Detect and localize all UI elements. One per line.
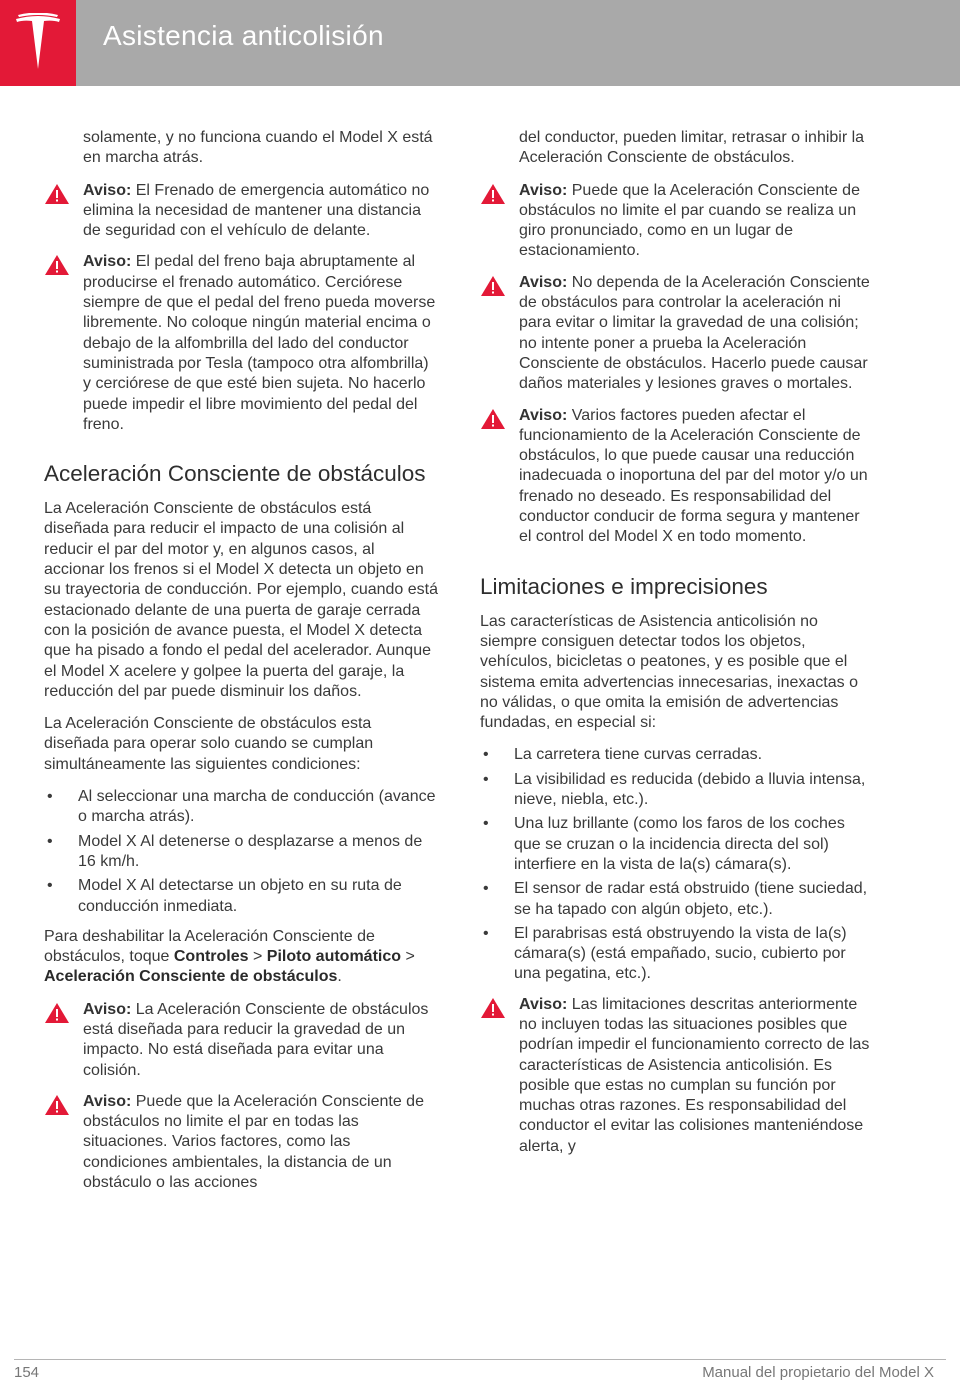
page-header [0,0,960,86]
page-number: 154 [14,1364,40,1381]
warning-text: Puede que la Aceleración Consciente de obstáculos no limite el par cuando se realiza un giro pronunciado, como en un lugar de estacionamiento. [519,181,860,260]
footer-divider [14,1359,946,1360]
warning-block [480,181,875,262]
warning-block [44,252,439,435]
footer-title: Manual del propietario del Model X [702,1364,934,1381]
warning-text: Las limitaciones descritas anteriormente no incluyen todas las situaciones posibles que podrían impedir el funcionamiento correcto de las características de Asistencia anticolisión. Es posible que estas no cumplan su función por muchas otras razones. Es responsabilidad del conductor el evitar las colisiones manteniéndose alerta, y [519,995,870,1155]
warning-label: Aviso: [519,181,568,199]
warning-text: El pedal del freno baja abruptamente al producirse el frenado automático. Cerciórese siempre de que el pedal del freno pueda moverse libremente. No coloque ningún material encima o debajo de la alfombrilla del lado del conductor suministrada por Tesla (tampoco otra alfombrilla) y cerciórese de que esté bien sujeta. No hacerlo puede impedir el libre movimiento del pedal del freno. [83,253,436,433]
warning-block [44,1092,439,1193]
list-item: • La visibilidad es reducida (debido a lluvia intensa, nieve, niebla, etc.). [480,770,875,811]
list-item: • Al seleccionar una marcha de conducción (avance o marcha atrás). [44,787,439,828]
warning-triangle-icon [480,275,506,297]
right-column [480,128,875,1168]
warning-triangle-icon [480,183,506,205]
body-paragraph: La Aceleración Consciente de obstáculos esta diseñada para operar solo cuando se cumplan simultáneamente las siguientes condiciones: [44,715,374,773]
warning-text: La Aceleración Consciente de obstáculos está diseñada para reducir la gravedad de un impacto. No está diseñada para evitar una colisión. [83,1000,429,1079]
warning-label: Aviso: [83,1000,132,1018]
intro-paragraph: solamente, y no funciona cuando el Model X está en marcha atrás. [83,129,433,167]
list-item: • El parabrisas está obstruyendo la vista de la(s) cámara(s) (está empañado, sucio, cubierto por una pegatina, etc.). [480,924,875,985]
warning-text: No dependa de la Aceleración Consciente de obstáculos para controlar la aceleración ni para evitar o limitar la gravedad de una colisión; no intente poner a prueba la Aceleración Consciente de obstáculos. Hacerlo puede causar daños materiales y lesiones graves o mortales. [519,273,870,393]
condition-list [44,787,439,917]
warning-block [480,995,875,1157]
list-item: • El sensor de radar está obstruido (tiene suciedad, se ha tapado con algún objeto, etc.). [480,879,875,920]
warning-block [44,181,439,242]
disable-instructions: Para deshabilitar la Aceleración Consciente de obstáculos, toque Controles > Piloto automático > Aceleración Consciente de obstáculos. [44,927,415,986]
warning-label: Aviso: [83,253,132,271]
warning-text: El Frenado de emergencia automático no elimina la necesidad de mantener una distancia de seguridad con el vehículo de delante. [83,181,430,240]
warning-triangle-icon [44,254,70,276]
ui-path-controls: Controles [173,948,249,966]
warning-triangle-icon [44,1094,70,1116]
warning-label: Aviso: [519,995,568,1013]
ui-path-autopilot: Piloto automático [266,948,402,966]
warning-text: Varios factores pueden afectar el funcionamiento de la Aceleración Consciente de obstáculos, lo que puede causar una reducción inadecuada o inoportuna del par del motor y/o un frenado no deseado. Es responsabilidad del conductor conducir de forma segura y mantener el control del Model X en todo momento. [519,406,868,546]
page-title: Asistencia anticolisión [103,20,384,51]
section-heading: Limitaciones e imprecisiones [480,573,768,599]
ui-path-feature: Aceleración Consciente de obstáculos [44,968,338,986]
limitation-list [480,745,875,984]
left-column [44,128,439,1204]
list-item: • Model X Al detenerse o desplazarse a menos de 16 km/h. [44,832,439,873]
warning-triangle-icon [44,183,70,205]
warning-label: Aviso: [519,273,568,291]
list-item: • Model X Al detectarse un objeto en su ruta de conducción inmediata. [44,876,439,917]
warning-block [480,273,875,395]
tesla-logo [0,0,76,86]
warning-triangle-icon [44,1002,70,1024]
warning-label: Aviso: [519,406,568,424]
body-paragraph: La Aceleración Consciente de obstáculos está diseñada para reducir el impacto de una colisión al reducir el par del motor y, en algunos casos, al accionar los frenos si el Model X detecta un objeto en su trayectoria de conducción. Por ejemplo, cuando está estacionado delante de una puerta de garaje cerrada con la posición de avance puesta, el Model X detecta que ha pisado a fondo el pedal del acelerador. Aunque el Model X acelere y golpee la puerta del garaje, la reducción del par puede disminuir los daños. [44,500,439,700]
section-heading: Aceleración Consciente de obstáculos [44,461,426,487]
warning-label: Aviso: [83,181,132,199]
warning-triangle-icon [480,408,506,430]
body-paragraph: Las características de Asistencia anticolisión no siempre consiguen detectar todos los objetos, vehículos, bicicletas o peatones, y es posible que el sistema emita advertencias innecesarias, inexactas o no válidas, o que omita la emisión de advertencias fundadas, en especial si: [480,612,858,732]
warning-text: Puede que la Aceleración Consciente de obstáculos no limite el par en todas las situaciones. Varios factores, como las condiciones ambientales, la distancia de un obstáculo o las acciones [83,1092,424,1192]
list-item: • Una luz brillante (como los faros de los coches que se cruzan o la incidencia directa del sol) interfiere en la vista de la(s) cámara(s). [480,814,875,875]
warning-triangle-icon [480,997,506,1019]
continuation-paragraph: del conductor, pueden limitar, retrasar o inhibir la Aceleración Consciente de obstáculos. [519,129,865,167]
tesla-logo-icon [13,13,63,71]
warning-label: Aviso: [83,1092,132,1110]
warning-block [44,1000,439,1081]
list-item: • La carretera tiene curvas cerradas. [480,745,875,765]
warning-block [480,406,875,548]
